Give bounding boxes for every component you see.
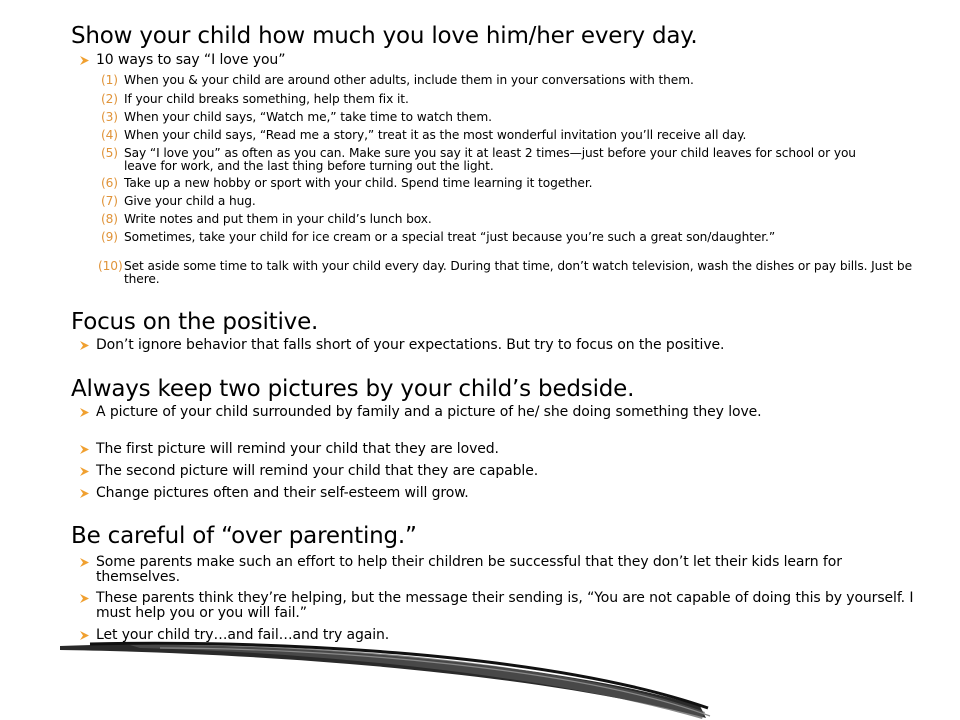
list-item-2 <box>101 92 914 106</box>
list-item-5 <box>101 146 884 173</box>
bullet-pictures-2 <box>96 442 896 457</box>
list-item-7 <box>101 194 914 208</box>
bullet-text: Change pictures often and their self-esteem will grow. <box>96 485 469 501</box>
list-item-1 <box>101 73 914 87</box>
bullet-text: 10 ways to say “I love you” <box>96 52 286 68</box>
list-item-3 <box>101 110 914 124</box>
item-text: Sometimes, take your child for ice cream or a special treat “just because you’re such a great son/daughter.” <box>124 230 776 244</box>
item-text: Take up a new hobby or sport with your child. Spend time learning it together. <box>124 176 593 190</box>
item-text: When your child says, “Read me a story,” treat it as the most wonderful invitation you’ll receive all day. <box>124 128 747 142</box>
bullet-text: A picture of your child surrounded by family and a picture of he/ she doing something they love. <box>96 404 762 420</box>
bullet-text: The second picture will remind your child that they are capable. <box>96 463 539 479</box>
arrow-bullet-icon <box>80 467 89 476</box>
item-number: (7) <box>101 194 118 208</box>
list-item-6 <box>101 176 914 190</box>
arrow-bullet-icon <box>80 56 89 65</box>
item-number: (10) <box>98 259 123 273</box>
bullet-text: These parents think they’re helping, but the message their sending is, “You are not capable of doing this by yourself. I must help you or you will fail.” <box>96 590 914 621</box>
item-text: Write notes and put them in your child’s lunch box. <box>124 212 432 226</box>
arrow-bullet-icon <box>80 341 89 350</box>
item-text: When your child says, “Watch me,” take time to watch them. <box>124 110 492 124</box>
item-number: (2) <box>101 92 118 106</box>
bullet-positive-1 <box>96 338 916 353</box>
item-text: Set aside some time to talk with your child every day. During that time, don’t watch television, wash the dishes or pay bills. Just be there. <box>124 259 912 286</box>
item-number: (4) <box>101 128 118 142</box>
bullet-overparenting-3 <box>96 628 896 643</box>
bullet-pictures-1 <box>96 405 886 420</box>
item-text: Say “I love you” as often as you can. Make sure you say it at least 2 times—just before your child leaves for school or you leave for work, and the last thing before turning out the light. <box>124 146 856 173</box>
list-item-10 <box>98 259 914 286</box>
bullet-overparenting-2 <box>96 591 916 621</box>
item-number: (3) <box>101 110 118 124</box>
heading-pictures: Always keep two pictures by your child’s bedside. <box>71 376 635 402</box>
arrow-bullet-icon <box>80 594 89 603</box>
bullet-love <box>96 53 896 68</box>
item-number: (5) <box>101 146 118 160</box>
bullet-pictures-3 <box>96 464 896 479</box>
heading-positive: Focus on the positive. <box>71 309 319 335</box>
arrow-bullet-icon <box>80 445 89 454</box>
item-number: (8) <box>101 212 118 226</box>
item-text: When you & your child are around other adults, include them in your conversations with them. <box>124 73 694 87</box>
heading-love: Show your child how much you love him/her every day. <box>71 23 698 49</box>
arrow-bullet-icon <box>80 631 89 640</box>
bullet-text: The first picture will remind your child that they are loved. <box>96 441 499 457</box>
heading-overparenting: Be careful of “over parenting.” <box>71 523 417 549</box>
list-item-9 <box>101 230 859 244</box>
arrow-bullet-icon <box>80 408 89 417</box>
item-number: (9) <box>101 230 118 244</box>
arrow-bullet-icon <box>80 489 89 498</box>
bullet-text: Don’t ignore behavior that falls short of your expectations. But try to focus on the positive. <box>96 337 725 353</box>
bullet-text: Some parents make such an effort to help their children be successful that they don’t let their kids learn for themselves. <box>96 554 842 585</box>
list-item-8 <box>101 212 914 226</box>
bullet-text: Let your child try…and fail…and try again. <box>96 627 390 643</box>
list-item-4 <box>101 128 919 142</box>
item-text: If your child breaks something, help them fix it. <box>124 92 409 106</box>
arrow-bullet-icon <box>80 558 89 567</box>
item-text: Give your child a hug. <box>124 194 256 208</box>
bullet-pictures-4 <box>96 486 896 501</box>
item-number: (6) <box>101 176 118 190</box>
bullet-overparenting-1 <box>96 555 896 585</box>
item-number: (1) <box>101 73 118 87</box>
